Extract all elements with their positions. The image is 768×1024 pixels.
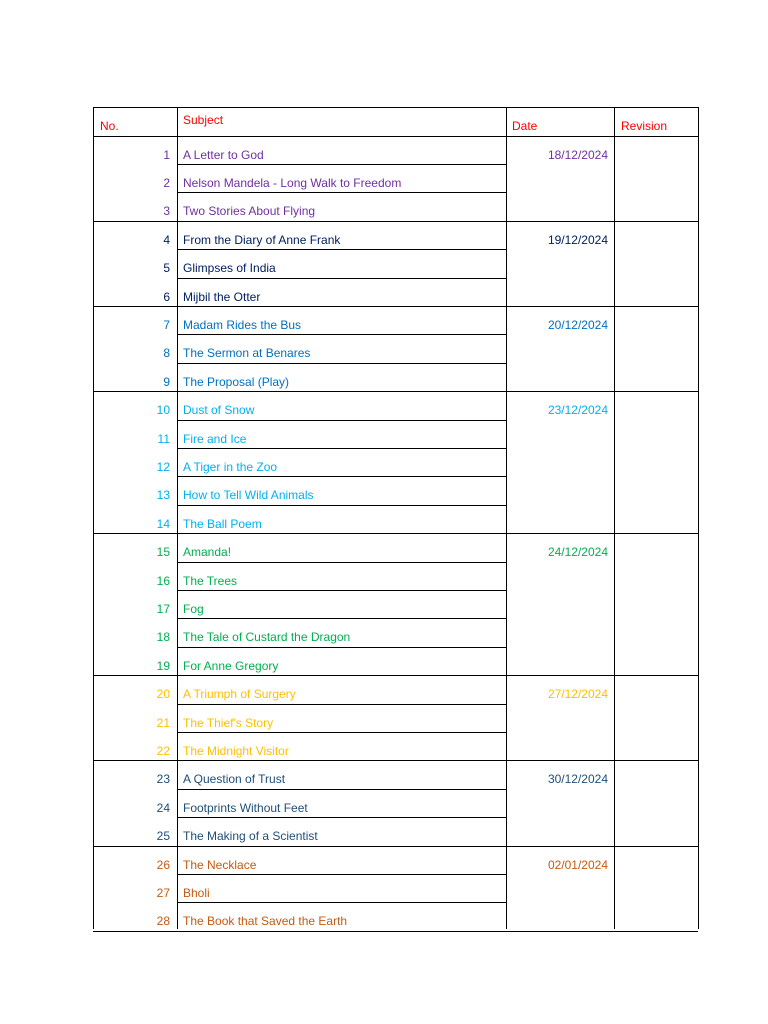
row-subject: The Making of a Scientist [183, 829, 318, 844]
group-divider [93, 391, 698, 392]
row-number: 26 [156, 857, 170, 872]
row-number: 9 [163, 374, 170, 389]
subject-row-divider [177, 334, 506, 335]
subject-row-divider [177, 476, 506, 477]
row-number: 4 [163, 232, 170, 247]
row-number: 20 [156, 687, 170, 702]
subject-row-divider [177, 732, 506, 733]
row-number: 22 [156, 743, 170, 758]
row-subject: Dust of Snow [183, 403, 255, 418]
group-divider [93, 931, 698, 932]
column-divider [614, 107, 615, 929]
row-subject: For Anne Gregory [183, 658, 279, 673]
row-number: 14 [156, 516, 170, 531]
row-subject: Two Stories About Flying [183, 204, 316, 219]
row-number: 5 [163, 261, 170, 276]
row-number: 25 [156, 829, 170, 844]
row-subject: A Triumph of Surgery [183, 687, 296, 702]
row-subject: A Letter to God [183, 147, 264, 162]
subject-row-divider [177, 249, 506, 250]
subject-row-divider [177, 902, 506, 903]
subject-row-divider [177, 420, 506, 421]
subject-row-divider [177, 704, 506, 705]
group-divider [93, 675, 698, 676]
row-subject: Mijbil the Otter [183, 289, 261, 304]
row-subject: The Sermon at Benares [183, 346, 311, 361]
group-date: 20/12/2024 [547, 317, 608, 332]
subject-row-divider [177, 562, 506, 563]
row-number: 3 [163, 204, 170, 219]
row-subject: Glimpses of India [183, 261, 276, 276]
column-divider [93, 107, 94, 929]
group-date: 23/12/2024 [547, 403, 608, 418]
row-subject: Fire and Ice [183, 431, 247, 446]
group-date: 27/12/2024 [547, 687, 608, 702]
row-number: 21 [156, 715, 170, 730]
row-subject: The Thief's Story [183, 715, 274, 730]
row-subject: Bholi [183, 885, 210, 900]
subject-row-divider [177, 789, 506, 790]
group-date: 30/12/2024 [547, 772, 608, 787]
subject-row-divider [177, 278, 506, 279]
row-subject: The Necklace [183, 857, 257, 872]
row-subject: Footprints Without Feet [183, 800, 308, 815]
row-number: 7 [163, 317, 170, 332]
row-number: 23 [156, 772, 170, 787]
group-date: 18/12/2024 [547, 147, 608, 162]
row-number: 8 [163, 346, 170, 361]
row-subject: The Trees [183, 573, 238, 588]
group-date: 02/01/2024 [547, 857, 608, 872]
subject-row-divider [177, 590, 506, 591]
group-date: 24/12/2024 [547, 545, 608, 560]
row-subject: The Proposal (Play) [183, 374, 290, 389]
row-subject: Madam Rides the Bus [183, 317, 302, 332]
subject-row-divider [177, 647, 506, 648]
group-divider [93, 846, 698, 847]
group-date: 19/12/2024 [547, 232, 608, 247]
subject-row-divider [177, 874, 506, 875]
row-subject: The Tale of Custard the Dragon [183, 630, 351, 645]
subject-row-divider [177, 448, 506, 449]
column-divider [698, 107, 699, 929]
row-number: 11 [157, 431, 170, 446]
header-revision: Revision [621, 119, 668, 133]
row-number: 15 [156, 545, 170, 560]
group-divider [93, 221, 698, 222]
row-subject: A Question of Trust [183, 772, 286, 787]
subject-row-divider [177, 192, 506, 193]
subject-row-divider [177, 505, 506, 506]
column-divider [506, 107, 507, 929]
header-subject: Subject [183, 113, 224, 127]
subject-row-divider [177, 817, 506, 818]
header-date: Date [512, 119, 538, 133]
row-number: 18 [156, 630, 170, 645]
row-number: 13 [156, 488, 170, 503]
column-divider [177, 107, 178, 929]
row-subject: Amanda! [183, 545, 232, 560]
row-number: 19 [156, 658, 170, 673]
row-subject: How to Tell Wild Animals [183, 488, 314, 503]
header-no: No. [100, 119, 119, 133]
row-subject: The Book that Saved the Earth [183, 914, 348, 929]
revision-schedule-table [93, 107, 698, 929]
row-number: 16 [156, 573, 170, 588]
row-number: 12 [156, 459, 170, 474]
group-divider [93, 306, 698, 307]
subject-row-divider [177, 618, 506, 619]
subject-row-divider [177, 363, 506, 364]
table-top-border [93, 107, 698, 108]
row-subject: Nelson Mandela - Long Walk to Freedom [183, 175, 402, 190]
row-subject: From the Diary of Anne Frank [183, 232, 341, 247]
row-number: 1 [163, 147, 170, 162]
group-divider [93, 533, 698, 534]
row-subject: The Ball Poem [183, 516, 262, 531]
row-subject: A Tiger in the Zoo [183, 459, 278, 474]
row-subject: Fog [183, 601, 204, 616]
row-number: 2 [163, 175, 170, 190]
row-number: 10 [156, 403, 170, 418]
row-subject: The Midnight Visitor [183, 743, 289, 758]
subject-row-divider [177, 164, 506, 165]
row-number: 6 [163, 289, 170, 304]
row-number: 28 [156, 914, 170, 929]
row-number: 27 [156, 885, 170, 900]
row-number: 24 [156, 800, 170, 815]
row-number: 17 [156, 601, 170, 616]
group-divider [93, 760, 698, 761]
header-divider [93, 136, 698, 137]
